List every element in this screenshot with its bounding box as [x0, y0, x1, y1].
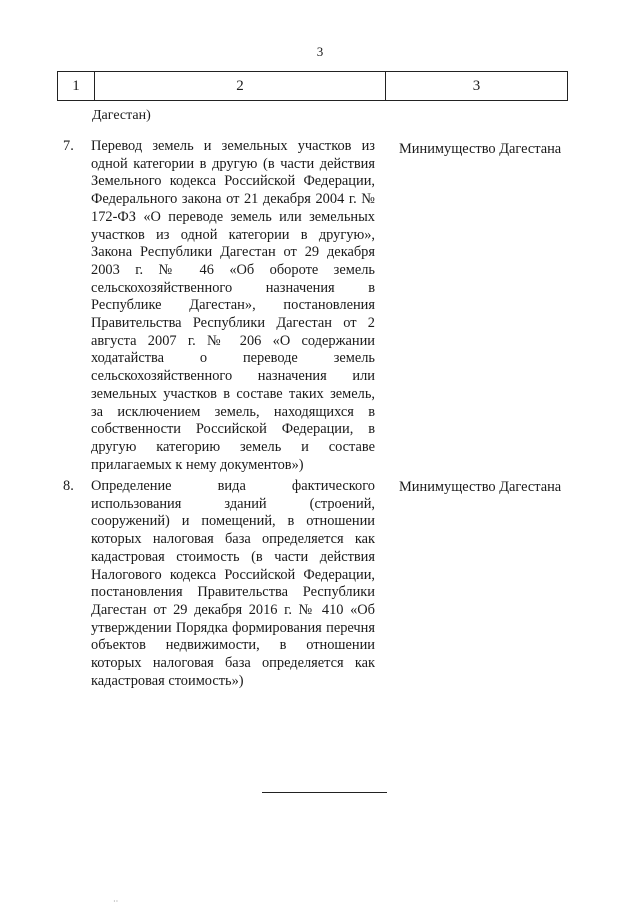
page-number: 3	[316, 44, 324, 59]
item-number: 8.	[63, 478, 74, 494]
header-cell-2: 2	[95, 72, 386, 101]
item-responsible: Минимущество Дагестана	[399, 141, 562, 157]
item-responsible: Минимущество Дагестана	[399, 479, 562, 495]
item-description: Определение вида фактического использования зданий (строений, сооружений) и помещений, в отношении которых налоговая база определяется как кадастровая стоимость (в части действия Налогового кодекса Российской Федерации, постановления Правительства Республики Дагестан от 29 декабря 2016 г. № 410 «Об утверждении Порядка формирования перечня объектов недвижимости, в отношении которых налоговая база определяется как кадастровая стоимость»)	[91, 478, 375, 689]
scan-artifact: ··	[113, 897, 119, 906]
table-header-row	[58, 72, 568, 101]
item-description: Перевод земель и земельных участков из одной категории в другую (в части действия Земельного кодекса Российской Федерации, Федерального закона от 21 декабря 2004 г. № 172-ФЗ «О переводе земель или земельных участков из одной категории в другую», Закона Республики Дагестан от 29 декабря 2003 г. № 46 «Об обороте земель сельскохозяйственного назначения в Республике Дагестан», постановления Правительства Республики Дагестан от 2 августа 2007 г. № 206 «О содержании ходатайства о переводе земель сельскохозяйственного назначения или земельных участков в составе таких земель, за исключением земель, находящихся в собственности Российской Федерации, в другую категорию земель и составе прилагаемых к нему документов»)	[91, 138, 375, 473]
item-number: 7.	[63, 138, 74, 154]
column-header-table	[57, 71, 568, 101]
header-cell-3: 3	[386, 72, 568, 101]
header-cell-1: 1	[58, 72, 95, 101]
end-divider	[262, 792, 387, 793]
continuation-text: Дагестан)	[92, 108, 151, 123]
